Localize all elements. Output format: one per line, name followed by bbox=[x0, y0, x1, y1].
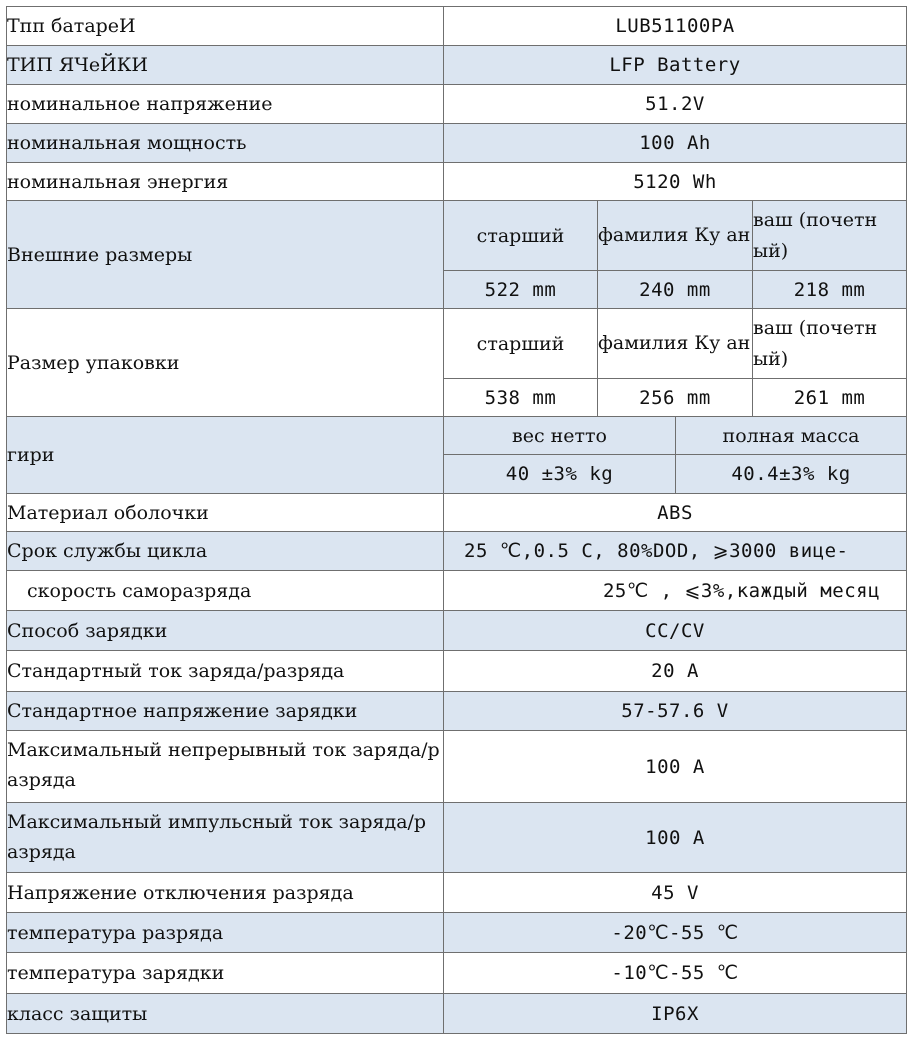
nominal-capacity-value: 100 Ah bbox=[444, 124, 907, 163]
charge-temp-label: температура зарядки bbox=[7, 953, 444, 994]
package-length-header: старший bbox=[444, 309, 598, 379]
outer-dimensions-label: Внешние размеры bbox=[7, 201, 444, 309]
net-weight-header: вес нетто bbox=[444, 417, 676, 455]
cutoff-voltage-value: 45 V bbox=[444, 873, 907, 913]
outer-dim-height-header: ваш (почетн ый) bbox=[753, 201, 907, 271]
row-charge-temp bbox=[7, 953, 907, 994]
nominal-capacity-label: номинальная мощность bbox=[7, 124, 444, 163]
shell-material-value: ABS bbox=[444, 494, 907, 532]
row-self-discharge bbox=[7, 571, 907, 611]
cycle-life-label: Срок службы цикла bbox=[7, 532, 444, 571]
charge-method-label: Способ зарядки bbox=[7, 611, 444, 651]
package-length-value: 538 mm bbox=[444, 379, 598, 417]
nominal-energy-value: 5120 Wh bbox=[444, 163, 907, 201]
row-battery-type bbox=[7, 7, 907, 46]
package-width-header: фамилия Ку ан bbox=[598, 309, 753, 379]
row-nominal-voltage bbox=[7, 85, 907, 124]
row-cutoff-voltage bbox=[7, 873, 907, 913]
row-package-size-header bbox=[7, 309, 907, 379]
row-max-cont-current bbox=[7, 731, 907, 803]
row-std-charge-voltage bbox=[7, 692, 907, 731]
weight-label: гири bbox=[7, 417, 444, 494]
outer-dim-width-value: 240 mm bbox=[598, 271, 753, 309]
nominal-voltage-label: номинальное напряжение bbox=[7, 85, 444, 124]
battery-spec-table bbox=[6, 6, 907, 1034]
battery-type-label: Tпп батареИ bbox=[7, 7, 444, 46]
row-std-current bbox=[7, 651, 907, 692]
discharge-temp-value: -20℃-55 ℃ bbox=[444, 913, 907, 953]
cell-type-label: ТИП ЯЧеЙКИ bbox=[7, 46, 444, 85]
charge-method-value: CC/CV bbox=[444, 611, 907, 651]
std-current-label: Стандартный ток заряда/разряда bbox=[7, 651, 444, 692]
max-pulse-current-label: Максимальный импульсный ток заряда/разряда bbox=[7, 803, 444, 873]
row-charge-method bbox=[7, 611, 907, 651]
row-shell-material bbox=[7, 494, 907, 532]
outer-dim-height-value: 218 mm bbox=[753, 271, 907, 309]
outer-dim-length-header: старший bbox=[444, 201, 598, 271]
nominal-energy-label: номинальная энергия bbox=[7, 163, 444, 201]
outer-dim-width-header: фамилия Ку ан bbox=[598, 201, 753, 271]
row-weight-header bbox=[7, 417, 907, 455]
net-weight-value: 40 ±3% kg bbox=[444, 455, 676, 494]
cell-type-value: LFP Battery bbox=[444, 46, 907, 85]
std-current-value: 20 A bbox=[444, 651, 907, 692]
gross-weight-header: полная масса bbox=[676, 417, 907, 455]
battery-type-value: LUB51100PA bbox=[444, 7, 907, 46]
self-discharge-value: 25℃ , ⩽3%,каждый месяц bbox=[444, 571, 907, 611]
std-charge-voltage-label: Стандартное напряжение зарядки bbox=[7, 692, 444, 731]
nominal-voltage-value: 51.2V bbox=[444, 85, 907, 124]
max-cont-current-value: 100 A bbox=[444, 731, 907, 803]
gross-weight-value: 40.4±3% kg bbox=[676, 455, 907, 494]
row-outer-dimensions-header bbox=[7, 201, 907, 271]
self-discharge-label: скорость саморазряда bbox=[7, 571, 444, 611]
row-nominal-energy bbox=[7, 163, 907, 201]
max-pulse-current-value: 100 A bbox=[444, 803, 907, 873]
discharge-temp-label: температура разряда bbox=[7, 913, 444, 953]
package-size-label: Размер упаковки bbox=[7, 309, 444, 417]
row-nominal-capacity bbox=[7, 124, 907, 163]
cutoff-voltage-label: Напряжение отключения разряда bbox=[7, 873, 444, 913]
row-cell-type bbox=[7, 46, 907, 85]
row-cycle-life bbox=[7, 532, 907, 571]
charge-temp-value: -10℃-55 ℃ bbox=[444, 953, 907, 994]
package-height-value: 261 mm bbox=[753, 379, 907, 417]
outer-dim-length-value: 522 mm bbox=[444, 271, 598, 309]
std-charge-voltage-value: 57-57.6 V bbox=[444, 692, 907, 731]
row-protection-class bbox=[7, 994, 907, 1034]
row-max-pulse-current bbox=[7, 803, 907, 873]
protection-class-value: IP6X bbox=[444, 994, 907, 1034]
cycle-life-value: 25 ℃,0.5 C, 80%DOD, ⩾3000 вице- bbox=[444, 532, 907, 571]
package-width-value: 256 mm bbox=[598, 379, 753, 417]
protection-class-label: класс защиты bbox=[7, 994, 444, 1034]
row-discharge-temp bbox=[7, 913, 907, 953]
max-cont-current-label: Максимальный непрерывный ток заряда/разряда bbox=[7, 731, 444, 803]
package-height-header: ваш (почетн ый) bbox=[753, 309, 907, 379]
shell-material-label: Материал оболочки bbox=[7, 494, 444, 532]
